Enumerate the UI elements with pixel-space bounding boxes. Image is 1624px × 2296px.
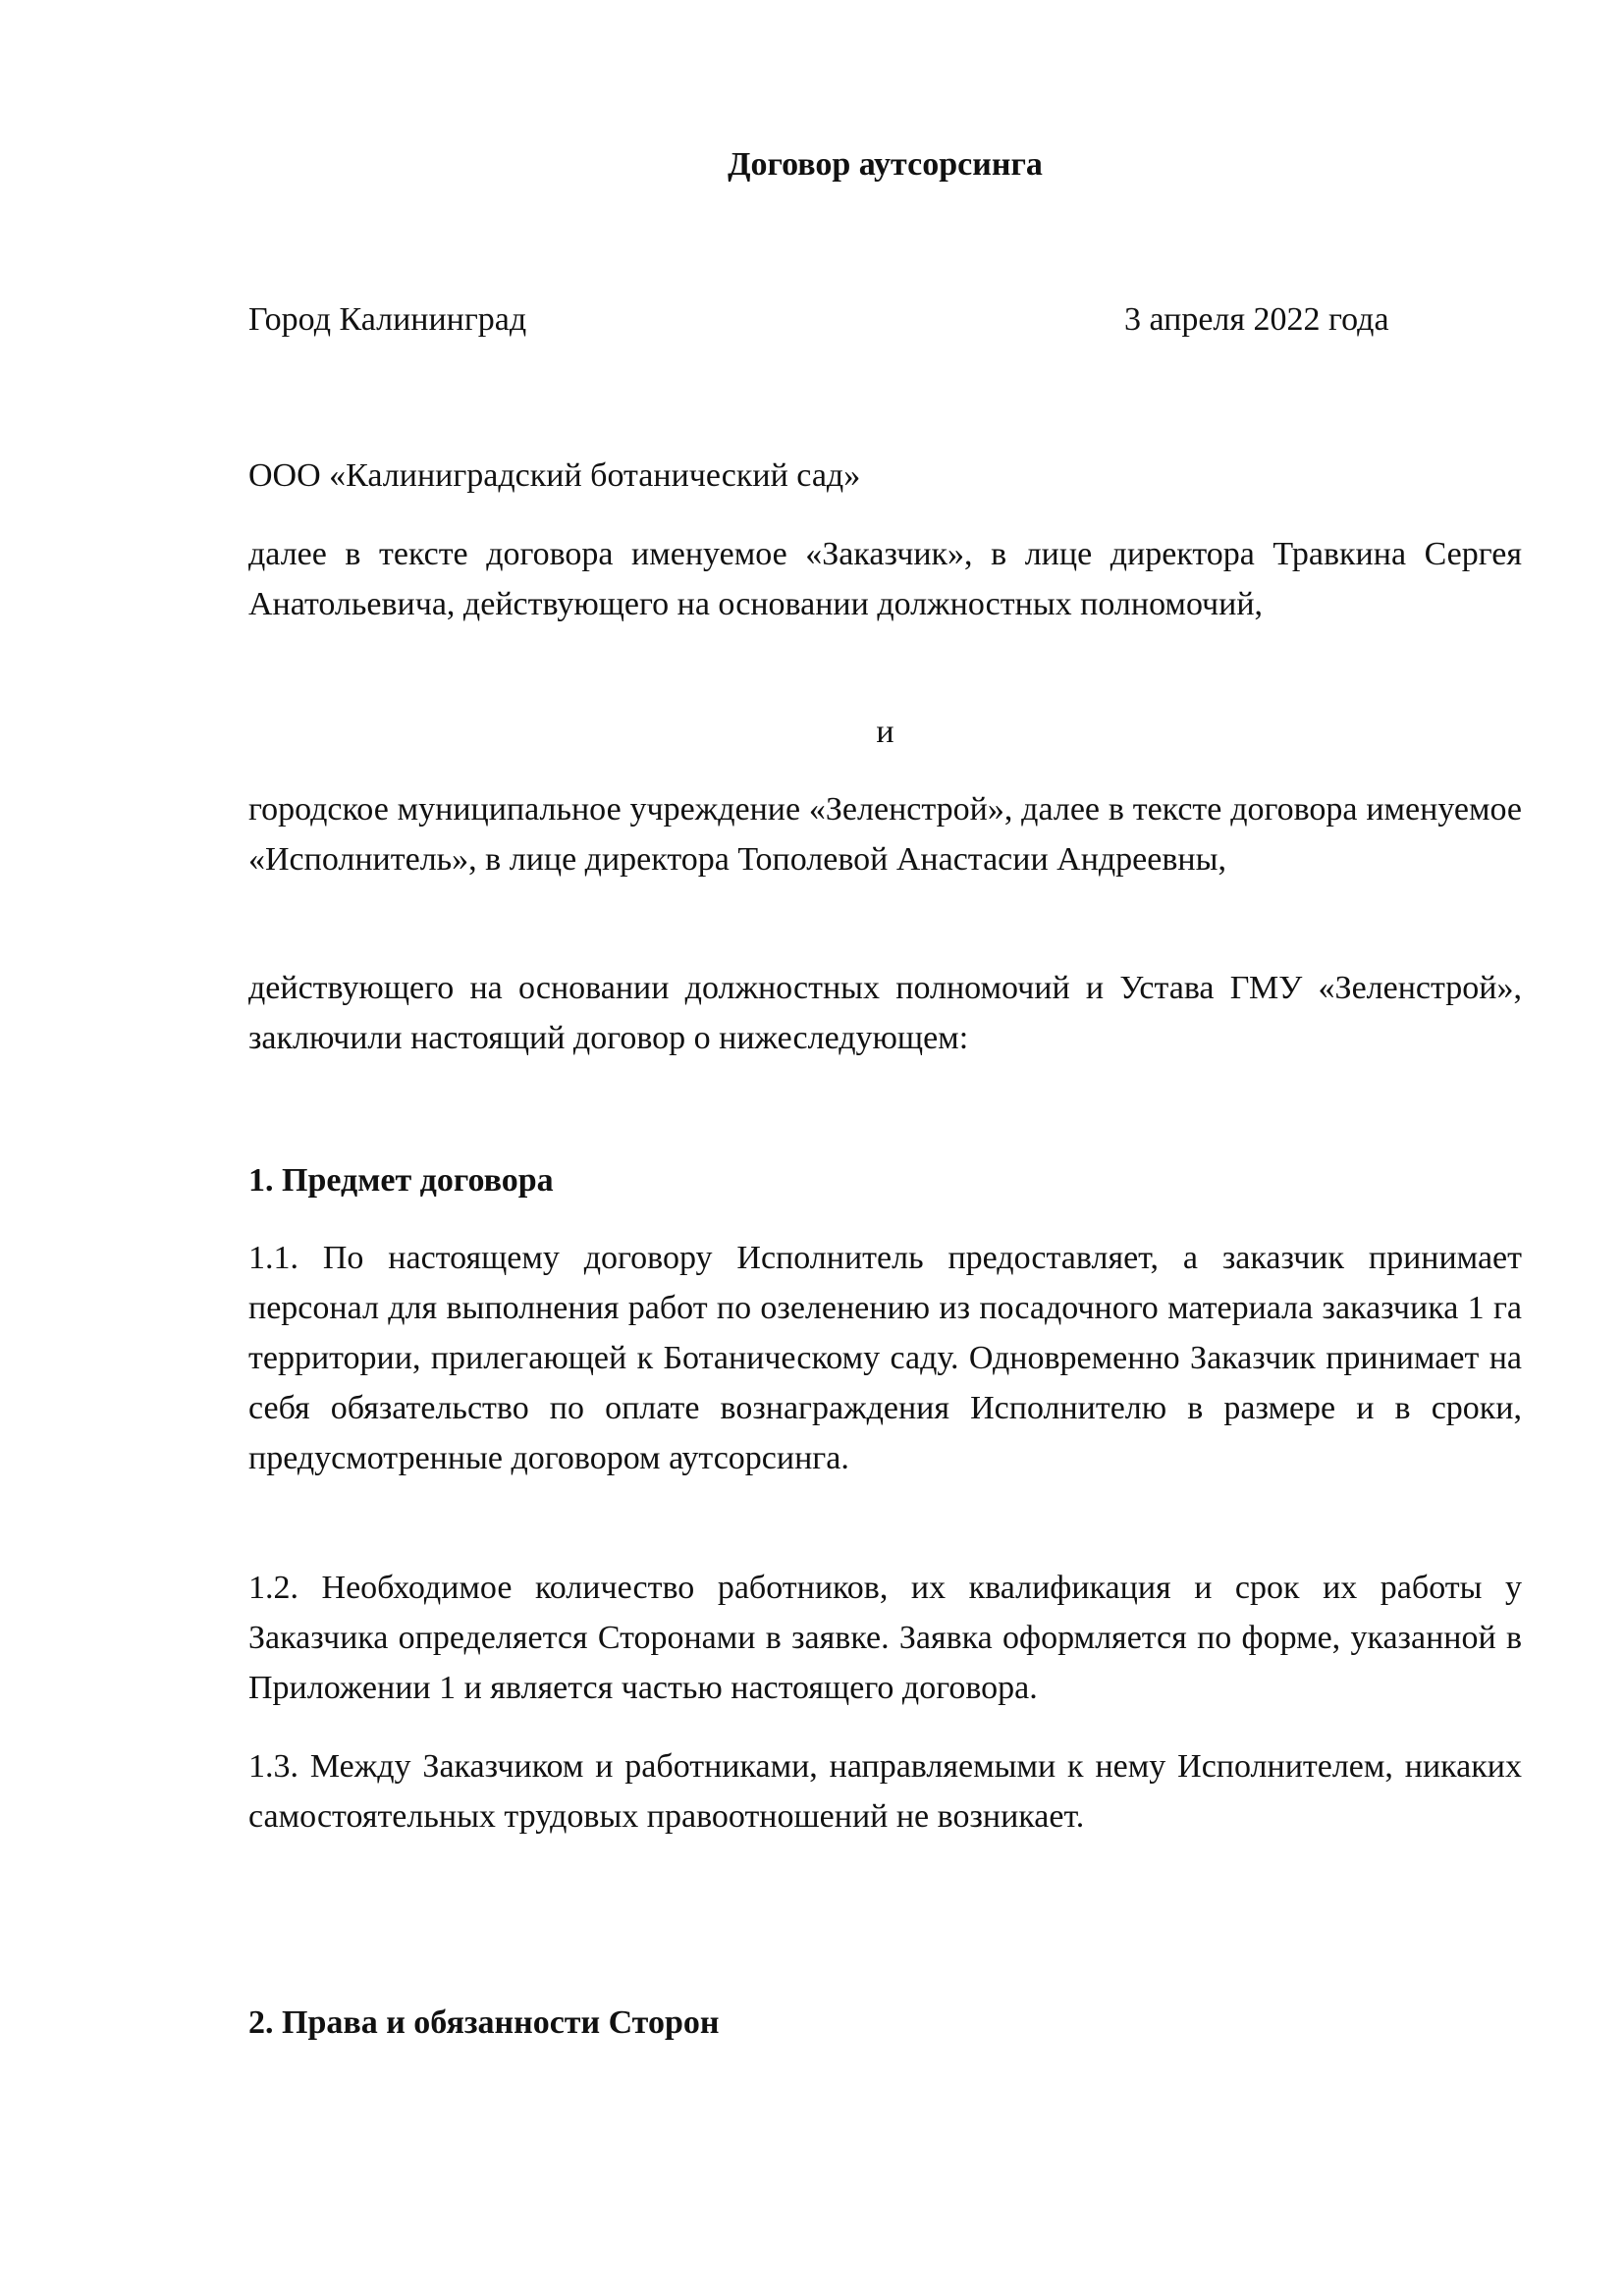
clause-1-2: 1.2. Необходимое количество работников, их квалификация и срок их работы у Заказчика определяется Сторонами в заявке. Заявка оформляется по форме, указанной в Приложении 1 и является частью настоящего договора. xyxy=(248,1570,1522,1706)
party2-description: городское муниципальное учреждение «Зеленстрой», далее в тексте договора именуемое «Исполнитель», в лице директора Тополевой Анастасии Андреевны, xyxy=(248,791,1522,878)
document-title: Договор аутсорсинга xyxy=(728,146,1043,183)
party1-description: далее в тексте договора именуемое «Заказчик», в лице директора Травкина Сергея Анатольевича, действующего на основании должностных полномочий, xyxy=(248,536,1522,622)
city: Город Калининград xyxy=(248,301,527,338)
party1-name: ООО «Калиниградский ботанический сад» xyxy=(248,457,861,494)
party2-basis: действующего на основании должностных полномочий и Устава ГМУ «Зеленстрой», заключили настоящий договор о нижеследующем: xyxy=(248,970,1522,1056)
clause-1-3: 1.3. Между Заказчиком и работниками, направляемыми к нему Исполнителем, никаких самостоятельных трудовых правоотношений не возникает. xyxy=(248,1748,1522,1835)
section1-heading: 1. Предмет договора xyxy=(248,1162,554,1199)
date: 3 апреля 2022 года xyxy=(1124,301,1389,338)
conjunction: и xyxy=(876,714,894,750)
section2-heading: 2. Права и обязанности Сторон xyxy=(248,2004,720,2041)
clause-1-1: 1.1. По настоящему договору Исполнитель предоставляет, а заказчик принимает персонал для выполнения работ по озеленению из посадочного материала заказчика 1 га территории, прилегающей к Ботаническому саду. Одновременно Заказчик принимает на себя обязательство по оплате вознаграждения Исполнителю в размере и в сроки, предусмотренные договором аутсорсинга. xyxy=(248,1240,1522,1476)
